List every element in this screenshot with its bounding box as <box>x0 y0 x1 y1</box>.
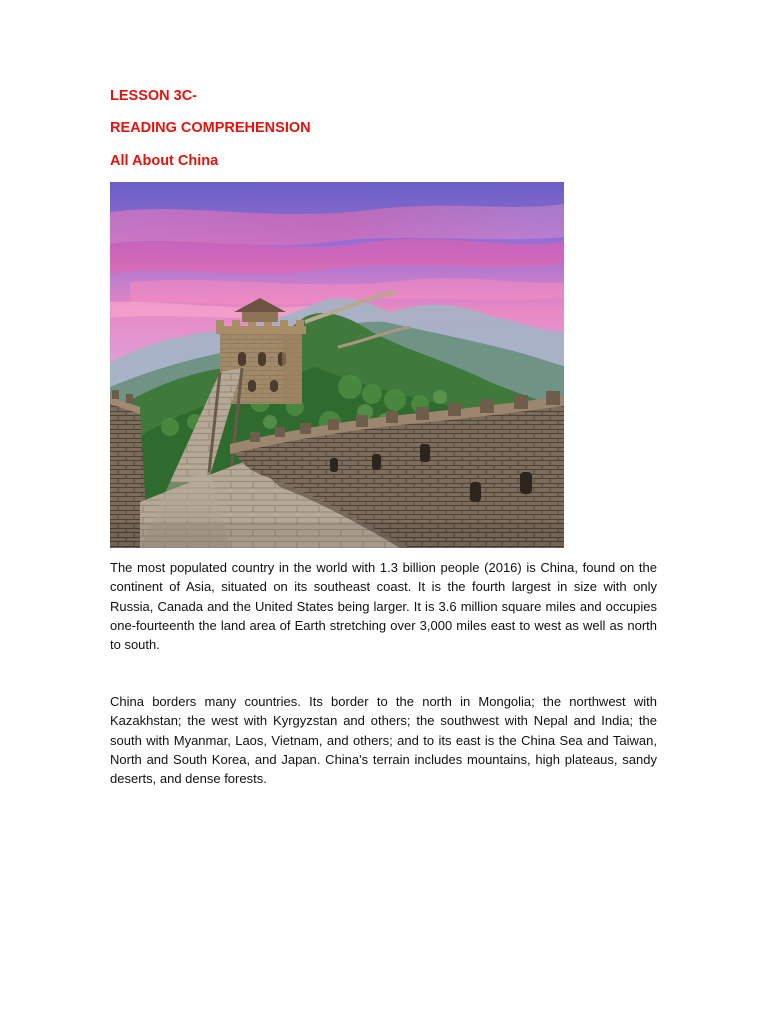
great-wall-photo <box>110 182 564 548</box>
paragraph-population: The most populated country in the world with 1.3 billion people (2016) is China, found on the continent of Asia, situated on its southeast coast. It is the fourth largest in size with only Russia, Canada and the United States being larger. It is 3.6 million square miles and occupies one-fourteenth the land area of Earth stretching over 3,000 miles east to west as well as north to south. <box>110 560 657 653</box>
topic-title: All About China <box>110 153 219 169</box>
lesson-label: LESSON 3C- <box>110 88 198 104</box>
paragraph-borders: China borders many countries. Its border to the north in Mongolia; the northwest with Kazakhstan; the west with Kyrgyzstan and others; the southwest with Nepal and India; the south with Myanmar, Laos, Vietnam, and others; and to its east is the China Sea and Taiwan, North and South Korea, and Japan. China's terrain includes mountains, high plateaus, sandy deserts, and dense forests. <box>110 694 657 787</box>
section-label: READING COMPREHENSION <box>110 120 311 136</box>
